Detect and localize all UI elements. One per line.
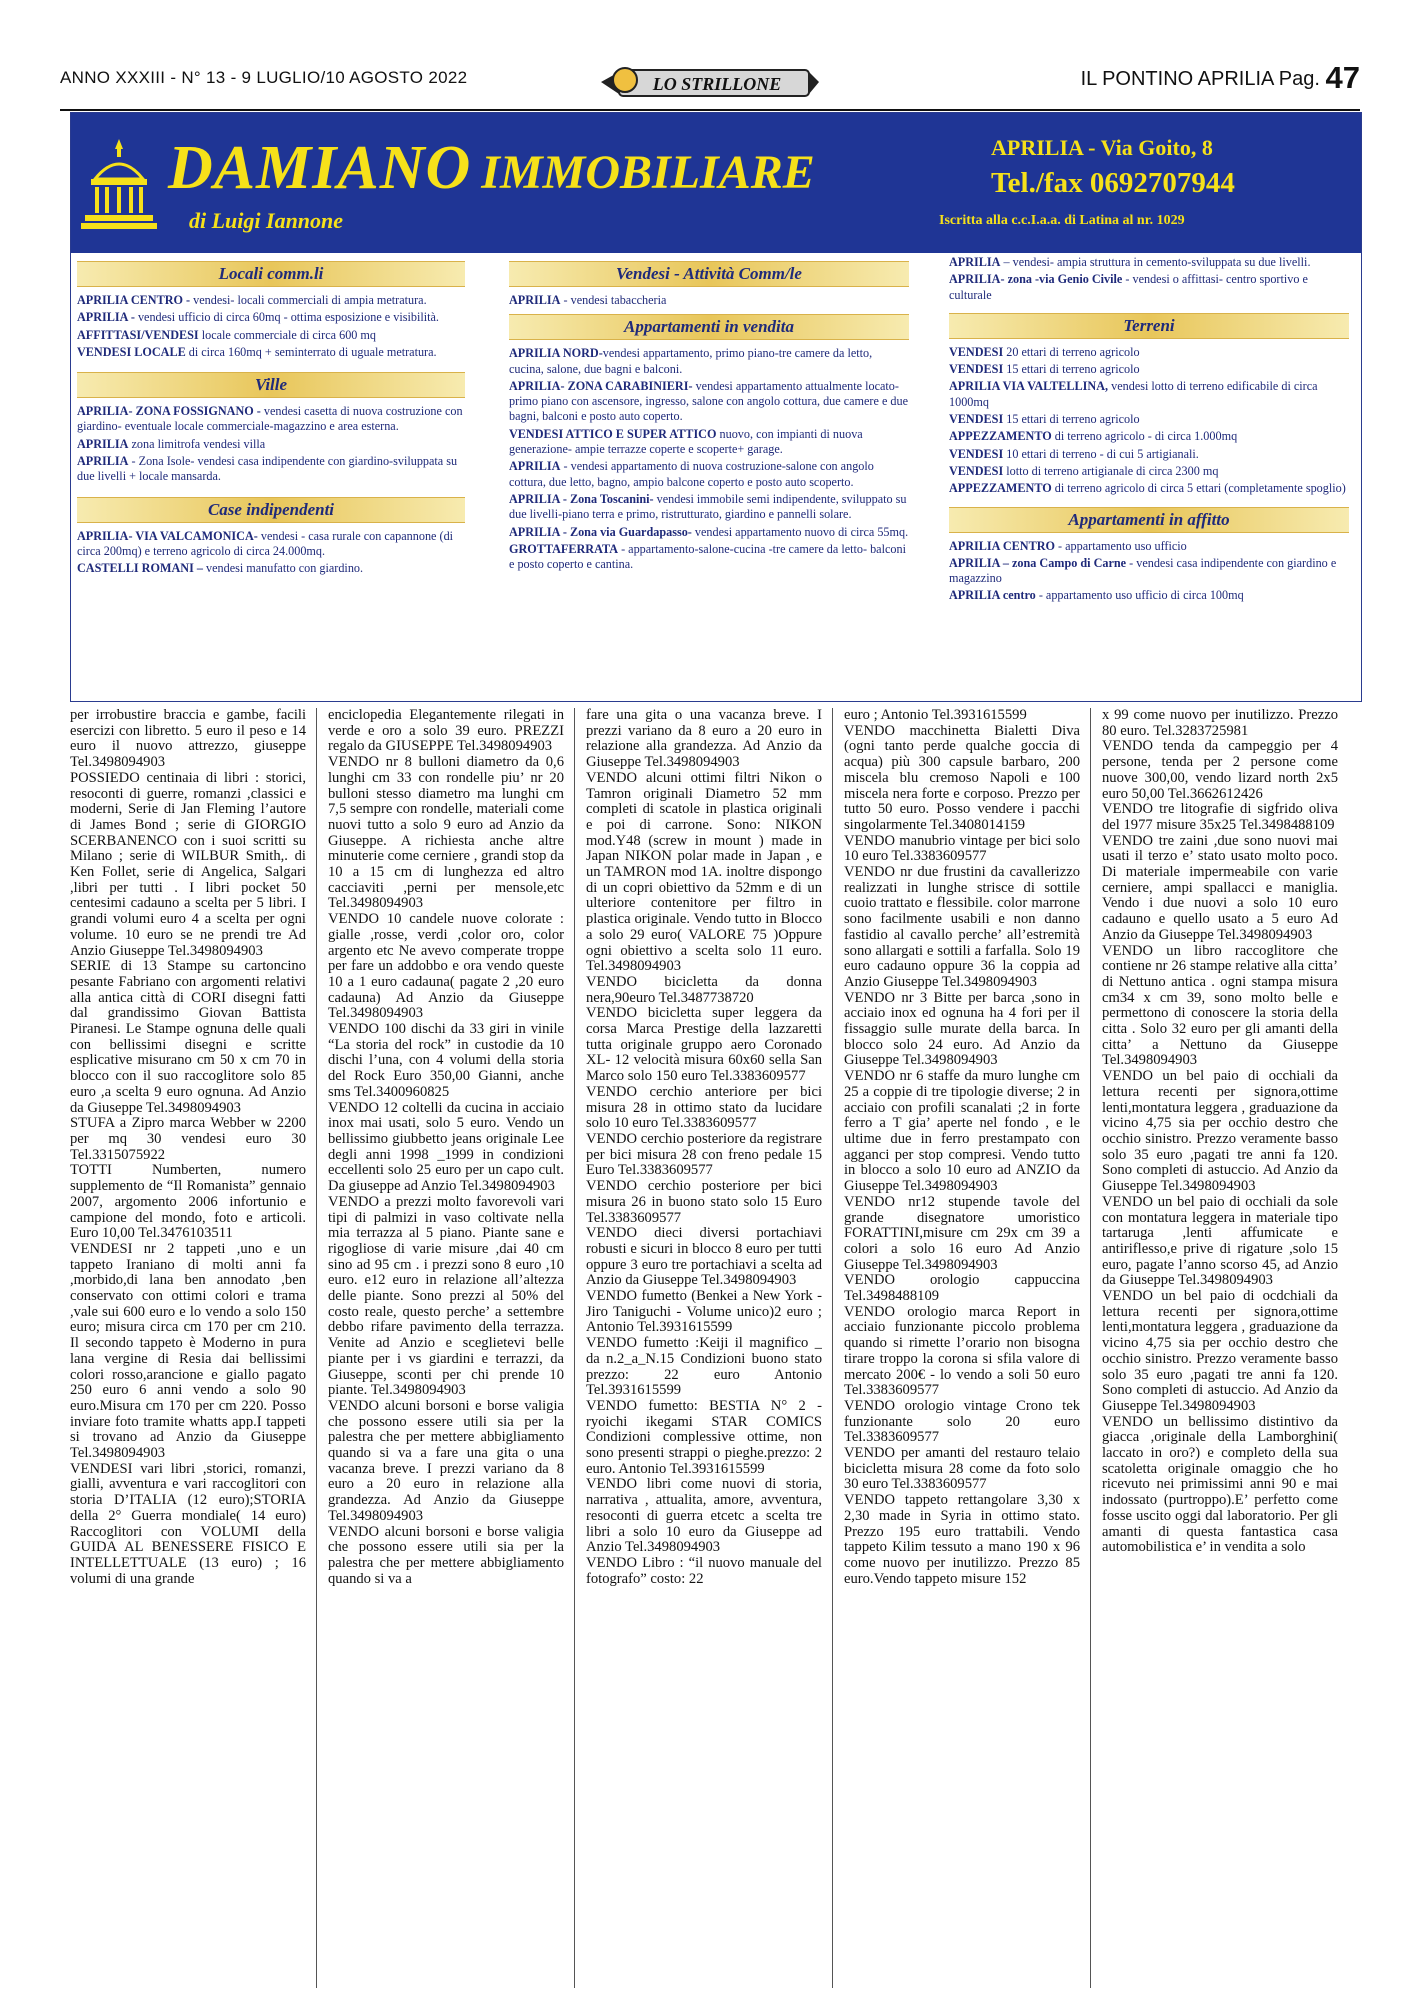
ad-listing: VENDESI 15 ettari di terreno agricolo <box>949 362 1140 377</box>
classified-ad: VENDO un bel paio di occhiali da lettura recenti per signora,ottime lenti,montatura leggera , graduazione da vicino 4,75 sia per occhio destro che occhio sinistro. Prezzo veramente basso solo 35 euro ,pagati tre anni fa 120. Sono completi di astuccio. Ad Anzio da Giuseppe Tel.3498094903 <box>1102 1068 1338 1195</box>
classified-ad: x 99 come nuovo per inutilizzo. Prezzo 80 euro. Tel.3283725981 <box>1102 708 1338 739</box>
classified-ad: VENDO 12 coltelli da cucina in acciaio inox mai usati, solo 5 euro. Vendo un bellissimo giubbetto jeans originale Lee degli anni 1998 _1999 in condizioni eccellenti solo 25 euro per un capo cult. Da giuseppe ad Anzio Tel.3498094903 <box>328 1099 564 1195</box>
ad-listing: APRILIA- zona -via Genio Civile - vendesi o affittasi- centro sportivo e culturale <box>949 272 1308 302</box>
ad-listing: APRILIA centro - appartamento uso ufficio di circa 100mq <box>949 588 1244 603</box>
classified-ad: VENDO alcuni borsoni e borse valigia che possono essere utili sia per la palestra che per mettere abbigliamento quando si va a fare una gita o una vacanza breve. I prezzi variano da 8 euro a 20 euro in relazione alla grandezza. Ad Anzio da Giuseppe Tel.3498094903 <box>328 1397 564 1524</box>
ad-listing: CASTELLI ROMANI – vendesi manufatto con giardino. <box>77 561 364 576</box>
classified-ad: VENDO nr 3 Bitte per barca ,sono in acciaio inox ed ognuna ha 4 fori per il fissaggio sulle murate della barca. In blocco solo 24 euro. Ad Anzio da Giuseppe Tel.3498094903 <box>844 989 1080 1069</box>
classified-ad: VENDO un bel paio di occhiali da sole con montatura leggera in materiale tipo tartaruga ,lenti affumicate e antiriflesso,e prive di rigature ,solo 15 euro, pagate l’anno scorso 45, ad Anzio da Giuseppe Tel.3498094903 <box>1102 1193 1338 1289</box>
ad-banner <box>71 113 1361 253</box>
classified-ad: VENDO tre litografie di sigfrido oliva del 1977 misure 35x25 Tel.3498488109 <box>1102 801 1338 833</box>
classified-ad: VENDO manubrio vintage per bici solo 10 euro Tel.3383609577 <box>844 832 1080 865</box>
ad-listing: APRILIA - vendesi appartamento di nuova costruzione-salone con angolo cottura, due letto, bagno, ampio balcone coperto e posto auto scoperto. <box>509 459 874 489</box>
classified-ad: VENDO tre zaini ,due sono nuovi mai usati il terzo e’ stato usato molto poco. Di materiale impermeabile con varie cerniere, ampi spallacci e maniglia. Vendo i due nuovi a solo 10 euro cadauno e quello usato a 5 euro Ad Anzio da Giuseppe Tel.3498094903 <box>1102 832 1338 943</box>
classified-ad: per irrobustire braccia e gambe, facili esercizi con libretto. 5 euro il peso e 14 euro il nuovo attrezzo, giuseppe Tel.3498094903 <box>70 708 306 771</box>
classified-ad: VENDO fumetto (Benkei a New York - Jiro Taniguchi - Volume unico)2 euro ; Antonio Tel.3931615599 <box>586 1288 822 1336</box>
ad-listing: AFFITTASI/VENDESI locale commerciale di circa 600 mq <box>77 327 377 342</box>
section-appartamenti-affitto: Appartamenti in affitto <box>949 507 1349 533</box>
classified-column-4 <box>844 708 1080 1988</box>
building-icon <box>79 135 159 233</box>
ad-listing: APRILIA - vendesi tabaccheria <box>509 293 667 307</box>
ad-listing: VENDESI 20 ettari di terreno agricolo <box>949 344 1140 359</box>
ad-column-3 <box>949 255 1349 606</box>
classified-ad: VENDO dieci diversi portachiavi robusti e sicuri in blocco 8 euro per tutti oppure 3 euro tre portachiavi a scelta ad Anzio da Giuseppe Tel.3498094903 <box>586 1225 822 1289</box>
classified-column-3 <box>586 708 822 1988</box>
ad-listing: GROTTAFERRATA - appartamento-salone-cucina -tre camere da letto- balconi e posto coperto e cantina. <box>509 541 906 572</box>
classified-ad: VENDO orologio marca Report in acciaio funzionante piccolo problema quando si rimette l’orario non bisogna tirare troppo la corona si sfila valore di mercato 200€ - lo vendo a soli 50 euro Tel.3383609577 <box>844 1303 1080 1399</box>
brand-name: DAMIANO IMMOBILIARE <box>168 134 815 202</box>
classified-ad: VENDO macchinetta Bialetti Diva (ogni tanto perde qualche goccia di acqua) più 300 capsule barbaro, 200 miscela blu cremoso Napoli e 100 miscela nera forte e corposo. Prezzo per tutto 50 euro. Posso vendere i pacchi singolarmente Tel.3408014159 <box>844 722 1080 833</box>
ad-listing: APRILIA VIA VALTELLINA, vendesi lotto di terreno edificabile di circa 1000mq <box>949 379 1318 409</box>
classified-ad: VENDO nr 8 bulloni diametro da 0,6 lunghi cm 33 con rondelle piu’ nr 20 bulloni stesso diametro ma lunghi cm 7,5 sempre con rondelle, materiali come nuovi tutto a solo 9 euro ad Anzio da Giuseppe. A richiesta anche altre minuterie come cerniere , grandi stop da 10 a 15 cm di lunghezza ed altro cacciaviti ,perni per mensole,etc Tel.3498094903 <box>328 754 564 912</box>
column-divider <box>574 708 575 1988</box>
ad-listing: APRILIA - Zona Toscanini- vendesi immobile semi indipendente, sviluppato su due livelli-piano terra e primo, ristrutturato, giardino e pannelli solare. <box>509 491 907 522</box>
classified-ad: VENDO cerchio posteriore da registrare per bici misura 28 con freno pedale 15 Euro Tel.3383609577 <box>586 1130 822 1179</box>
classified-ad: VENDO un libro raccoglitore che contiene nr 26 stampe relative alla citta’ di Nettuno antica . ogni stampa misura cm34 x cm 39, sono molto belle e permettono di conoscere la storia della citta . Solo 32 euro per gli amanti della citta’ a Nettuno da Giuseppe Tel.3498094903 <box>1102 942 1338 1069</box>
column-divider <box>316 708 317 1988</box>
page-number: 47 <box>1325 60 1360 95</box>
classified-ad: VENDO nr due frustini da cavallerizzo realizzati in lunghe strisce di sottile cuoio trattato e flessibile. color marrone sono facilmente usabili e non danno fastidio al cavallo perche’ all’estremità sono allargati e sottili a farfalla. Solo 19 euro cadauno oppure 36 la coppia ad Anzio Giuseppe Tel.3498094903 <box>844 864 1080 990</box>
classified-ad: VENDO nr 6 staffe da muro lunghe cm 25 a coppie di tre tipologie diverse; 2 in acciaio con profili scanalati ;2 in forte ferro a T gia’ aperte nel fondo , e le ultime due in ferro prestampato con agganci per stop compresi. Vendo tutto in blocco a solo 10 euro ad ANZIO da Giuseppe Tel.3498094903 <box>844 1068 1080 1195</box>
classified-ad: VENDO bicicletta super leggera da corsa Marca Prestige della lazzaretti tutta originale gruppo aero Coronado XL- 12 velocità misura 60x60 sella San Marco solo 150 euro Tel.3383609577 <box>586 1005 822 1085</box>
classified-ad: VENDO orologio vintage Crono tek funzionante solo 20 euro Tel.3383609577 <box>844 1397 1080 1446</box>
ad-listing: APRILIA zona limitrofa vendesi villa <box>77 436 266 451</box>
page-header <box>60 60 1360 116</box>
section-attivita: Vendesi - Attività Comm/le <box>509 261 909 287</box>
ad-listing: APPEZZAMENTO di terreno agricolo di circa 5 ettari (completamente spoglio) <box>949 481 1346 496</box>
section-appartamenti-vendita: Appartamenti in vendita <box>509 314 909 340</box>
classified-ad: TOTTI Numberten, numero supplemento de “Il Romanista” gennaio 2007, argomento 2006 infortunio e campione del mondo, foto e articoli. Euro 10,00 Tel.3476103511 <box>70 1162 306 1242</box>
ad-listing: APRILIA – vendesi- ampia struttura in cemento-sviluppata su due livelli. <box>949 255 1311 269</box>
ad-listing: VENDESI lotto di terreno artigianale di circa 2300 mq <box>949 463 1219 478</box>
ad-column-2 <box>509 255 909 574</box>
classified-ad: enciclopedia Elegantemente rilegati in verde e oro a solo 39 euro. PREZZI regalo da GIUSEPPE Tel.3498094903 <box>328 708 564 755</box>
classified-ad: VENDO tappeto rettangolare 3,30 x 2,30 made in Syria in ottimo stato. Prezzo 195 euro trattabili. Vendo tappeto Kilim tessuto a mano 190 x 96 come nuovo per inutilizzo. Prezzo 85 euro.Vendo tappeto misure 152 <box>844 1492 1080 1587</box>
classified-ad: STUFA a Zipro marca Webber w 2200 per mq 30 vendesi euro 30 Tel.3315075922 <box>70 1115 306 1163</box>
classified-column-2 <box>328 708 564 1988</box>
ad-listing: APRILIA- VIA VALCAMONICA- vendesi - casa rurale con capannone (di circa 200mq) e terreno agricolo di circa 24.000mq. <box>77 528 454 558</box>
ad-listing: APRILIA CENTRO - appartamento uso ufficio <box>949 538 1187 553</box>
ad-listing: VENDESI LOCALE di circa 160mq + seminterrato di uguale metratura. <box>77 344 437 359</box>
ad-listing: APRILIA – zona Campo di Carne - vendesi casa indipendente con giardino e magazzino <box>949 555 1337 586</box>
classified-ad: VENDO cerchio anteriore per bici misura 28 in ottimo stato da lucidare solo 10 euro Tel.3383609577 <box>586 1083 822 1132</box>
section-case: Case indipendenti <box>77 497 465 523</box>
page-label <box>1081 60 1360 96</box>
agency-registration: Iscritta alla c.c.I.a.a. di Latina al nr. 1029 <box>939 213 1185 228</box>
section-locali: Locali comm.li <box>77 261 465 287</box>
classified-ad: VENDO alcuni borsoni e borse valigia che possono essere utili sia per la palestra che per mettere abbigliamento quando si va a <box>328 1523 564 1587</box>
classified-ad: VENDO 10 candele nuove colorate : gialle ,rosse, verdi ,color oro, color argento etc Ne avevo comperate troppe per fare un addobbo e ora vendo queste 10 a 1 euro cadauna( pagate 2 ,20 euro cadauna) Ad Anzio da Giuseppe Tel.3498094903 <box>328 911 564 1022</box>
brand-owner: di Luigi Iannone <box>189 208 344 233</box>
ad-listing: APRILIA - Zona via Guardapasso- vendesi appartamento nuovo di circa 55mq. <box>509 524 909 539</box>
lo-strillone-logo <box>595 60 825 106</box>
ad-listing: VENDESI 15 ettari di terreno agricolo <box>949 412 1140 427</box>
classified-ad: VENDO bicicletta da donna nera,90euro Tel.3487738720 <box>586 973 822 1006</box>
agency-phone: Tel./fax 0692707944 <box>991 167 1235 199</box>
ad-listing: APPEZZAMENTO di terreno agricolo - di circa 1.000mq <box>949 429 1238 444</box>
classified-ad: VENDO un bel paio di ocdchiali da lettura recenti per signora,ottime lenti,montatura leggera , graduazione da vicino 4,75 sia per occhio destro che occhio sinistro. Prezzo veramente basso solo 35 euro ,pagati tre anni fa 120. Sono completi di astuccio. Ad Anzio da Giuseppe Tel.3498094903 <box>1102 1288 1338 1414</box>
classified-ad: VENDO cerchio posteriore per bici misura 26 in buono stato solo 15 Euro Tel.3383609577 <box>586 1178 822 1226</box>
ad-column-1 <box>77 255 465 579</box>
classified-ad: SERIE di 13 Stampe su cartoncino pesante Fabriano con argomenti relativi alla antica città di CORI disegni fatti dal grandissimo Giovan Battista Piranesi. Le Stampe ognuna delle quali con bellissimi disegni e scritte esplicative misurano cm 50 x cm 70 in blocco con il suo raccoglitore solo 85 euro ,a scelta 9 euro ognuna. Ad Anzio da Giuseppe Tel.3498094903 <box>70 958 306 1116</box>
classified-ad: VENDO fumetto :Keiji il magnifico _ da n.2_a_N.15 Condizioni buono stato prezzo: 22 euro Antonio Tel.3931615599 <box>586 1335 822 1399</box>
classified-column-5 <box>1102 708 1338 1988</box>
classified-ad: VENDO 100 dischi da 33 giri in vinile “La storia del rock” in custodie da 10 dischi l’una, con 4 volumi della storia del Rock Euro 350,00 Gianni, anche sms Tel.3400960825 <box>328 1021 564 1100</box>
classified-column-1 <box>70 708 306 1988</box>
classified-ad: VENDO per amanti del restauro telaio bicicletta misura 28 come da foto solo 30 euro Tel.3383609577 <box>844 1445 1080 1493</box>
ad-listing: APRILIA- ZONA FOSSIGNANO - vendesi casetta di nuova costruzione con giardino- eventuale locale commerciale-magazzino e area esterna. <box>77 404 463 434</box>
classified-ad: POSSIEDO centinaia di libri : storici, resoconti di guerre, romanzi ,classici e moderni, Serie di Jan Fleming l’autore di James Bond ; serie di GIORGIO SCERBANENCO con i suoi scritti su Milano ; serie di WILBUR Smith,. di Ken Follet, serie di Angelica, Salgari ,libri per tutti . I libri pocket 50 centesimi cadauno a scelta per 5 libri. I grandi volumi euro 4 a scelta per ogni volume. 10 euro se ne prendi tre Ad Anzio Giuseppe Tel.3498094903 <box>70 769 306 959</box>
ad-listing: APRILIA- ZONA CARABINIERI- vendesi appartamento attualmente locato-primo piano con ascensore, ingresso, salone con angolo cottura, due camere e due bagni, balconi e posto auto coperto. <box>509 378 908 424</box>
column-divider <box>1090 708 1091 1988</box>
ad-listing: APRILIA CENTRO - vendesi- locali commerciali di ampia metratura. <box>77 293 427 307</box>
classified-ad: VENDO orologio cappuccina Tel.3498488109 <box>844 1272 1080 1305</box>
classified-ad: VENDESI vari libri ,storici, romanzi, gialli, avventura e vari raccoglitori con storia D’ITALIA (12 euro);STORIA della 2° Guerra mondiale( 14 euro) Raccoglitori con VOLUMI della GUIDA AL BENESSERE FISICO E INTELLETTUALE (13 euro) ; 16 volumi di una grande <box>70 1460 306 1587</box>
header-rule <box>60 109 1360 111</box>
classified-ad: VENDO fumetto: BESTIA N° 2 - ryoichi ikegami STAR COMICS Condizioni complessive ottime, non sono presenti strappi o pieghe.prezzo: 2 euro. Antonio Tel.3931615599 <box>586 1397 822 1477</box>
column-divider <box>832 708 833 1988</box>
classified-ad: VENDESI nr 2 tappeti ,uno e un tappeto Iraniano di molti anni fa ,morbido,di lana ben annodato ,ben conservato con ottimi colori e trama ,vale sui 600 euro e lo vendo a solo 150 euro; misura circa cm 170 per cm 210. Il secondo tappeto è Moderno in pura lana vergine di Resia dai bellissimi colori rosso,arancione e giallo pagato 250 euro 6 anni vendo a solo 90 euro.Misura cm 170 per cm 220. Posso inviare foto tramite whatts app.I tappeti si trovano ad Anzio da Giuseppe Tel.3498094903 <box>70 1240 306 1462</box>
classified-ad: VENDO libri come nuovi di storia, narrativa , attualita, amore, avventura, resoconti di guerra etcetc a scelta tre libri a solo 10 euro da Giuseppe ad Anzio Tel.3498094903 <box>586 1476 822 1556</box>
section-ville: Ville <box>77 372 465 398</box>
classified-ad: VENDO un bellissimo distintivo da giacca ,originale della Lamborghini( laccato in oro?) e completo della sua scatoletta originale omaggio che ho ricevuto nei primissimi anni 90 e mai indossato (purtroppo).E’ perfetto come fosse uscito oggi dal laboratorio. Per gli amanti di questa fantastica casa automobilistica e’ in vendita a solo <box>1102 1413 1338 1556</box>
classified-ad: fare una gita o una vacanza breve. I prezzi variano da 8 euro a 20 euro in relazione alla grandezza. Ad Anzio da Giuseppe Tel.3498094903 <box>586 708 822 771</box>
ad-listing: APRILIA NORD-vendesi appartamento, primo piano-tre camere da letto, cucina, salone, due bagni e balconi. <box>509 346 873 376</box>
classified-ad: VENDO a prezzi molto favorevoli vari tipi di palmizi in vaso coltivate nella mia terrazza al 5 piano. Piante sane e rigogliose di varie misure ,dai 40 cm sino ad 95 cm . i prezzi sono 8 euro ,10 euro. e12 euro in relazione all’altezza delle piante. Sono prezzi al 50% del costo reale, questo perche’ a settembre debbo rifare pavimento della terrazza. Venite ad Anzio e sceglietevi belle piante per i vs giardini e terrazzi, da Giuseppe, sconti per chi prende 10 piante. Tel.3498094903 <box>328 1193 564 1399</box>
ad-listing: VENDESI ATTICO E SUPER ATTICO nuovo, con impianti di nuova generazione- ampie terrazze coperte e scoperte+ garage. <box>509 426 863 457</box>
classified-ad: VENDO tenda da campeggio per 4 persone, tenda per 2 persone come nuove 300,00, vendo lizard north 2x5 euro 50,00 Tel.3662612426 <box>1102 738 1338 802</box>
ad-listing: VENDESI 10 ettari di terreno - di cui 5 artigianali. <box>949 446 1199 461</box>
classified-ad: VENDO Libro : “il nuovo manuale del fotografo” costo: 22 <box>586 1554 822 1587</box>
classified-ad: euro ; Antonio Tel.3931615599 <box>844 708 1027 723</box>
section-terreni: Terreni <box>949 313 1349 339</box>
agency-address: APRILIA - Via Goito, 8 <box>991 135 1213 160</box>
issue-info: ANNO XXXIII - N° 13 - 9 LUGLIO/10 AGOSTO 2022 <box>60 68 468 87</box>
classified-ad: VENDO nr12 stupende tavole del grande disegnatore umoristico FORATTINI,misure cm 29x cm 39 a colori a solo 16 euro Ad Anzio Giuseppe Tel.3498094903 <box>844 1193 1080 1273</box>
ad-listing: APRILIA - Zona Isole- vendesi casa indipendente con giardino-sviluppata su due livelli + locale mansarda. <box>77 454 458 484</box>
classifieds <box>60 708 1360 1988</box>
paper-name: IL PONTINO APRILIA Pag. <box>1080 68 1320 90</box>
classified-ad: VENDO alcuni ottimi filtri Nikon o Tamron originali Diametro 52 mm completi di scatole in plastica originali e poi di carrone. Sono: NIKON mod.Y48 (screw in mount ) made in Japan NIKON polar made in Japan , e un TAMRON mod 1A. inoltre dispongo di un copri obiettivo da 52mm e di un ulteriore contenitore per filtro in plastica originale. Vendo tutto in Blocco a solo 29 euro( VALORE 75 )Oppure ogni obiettivo a scelta solo 11 euro. Tel.3498094903 <box>586 769 822 975</box>
ad-listing: APRILIA - vendesi ufficio di circa 60mq - ottima esposizione e visibilità. <box>77 310 439 325</box>
svg-text:LO STRILLONE: LO STRILLONE <box>652 74 782 94</box>
damiano-immobiliare-ad <box>70 112 1362 702</box>
